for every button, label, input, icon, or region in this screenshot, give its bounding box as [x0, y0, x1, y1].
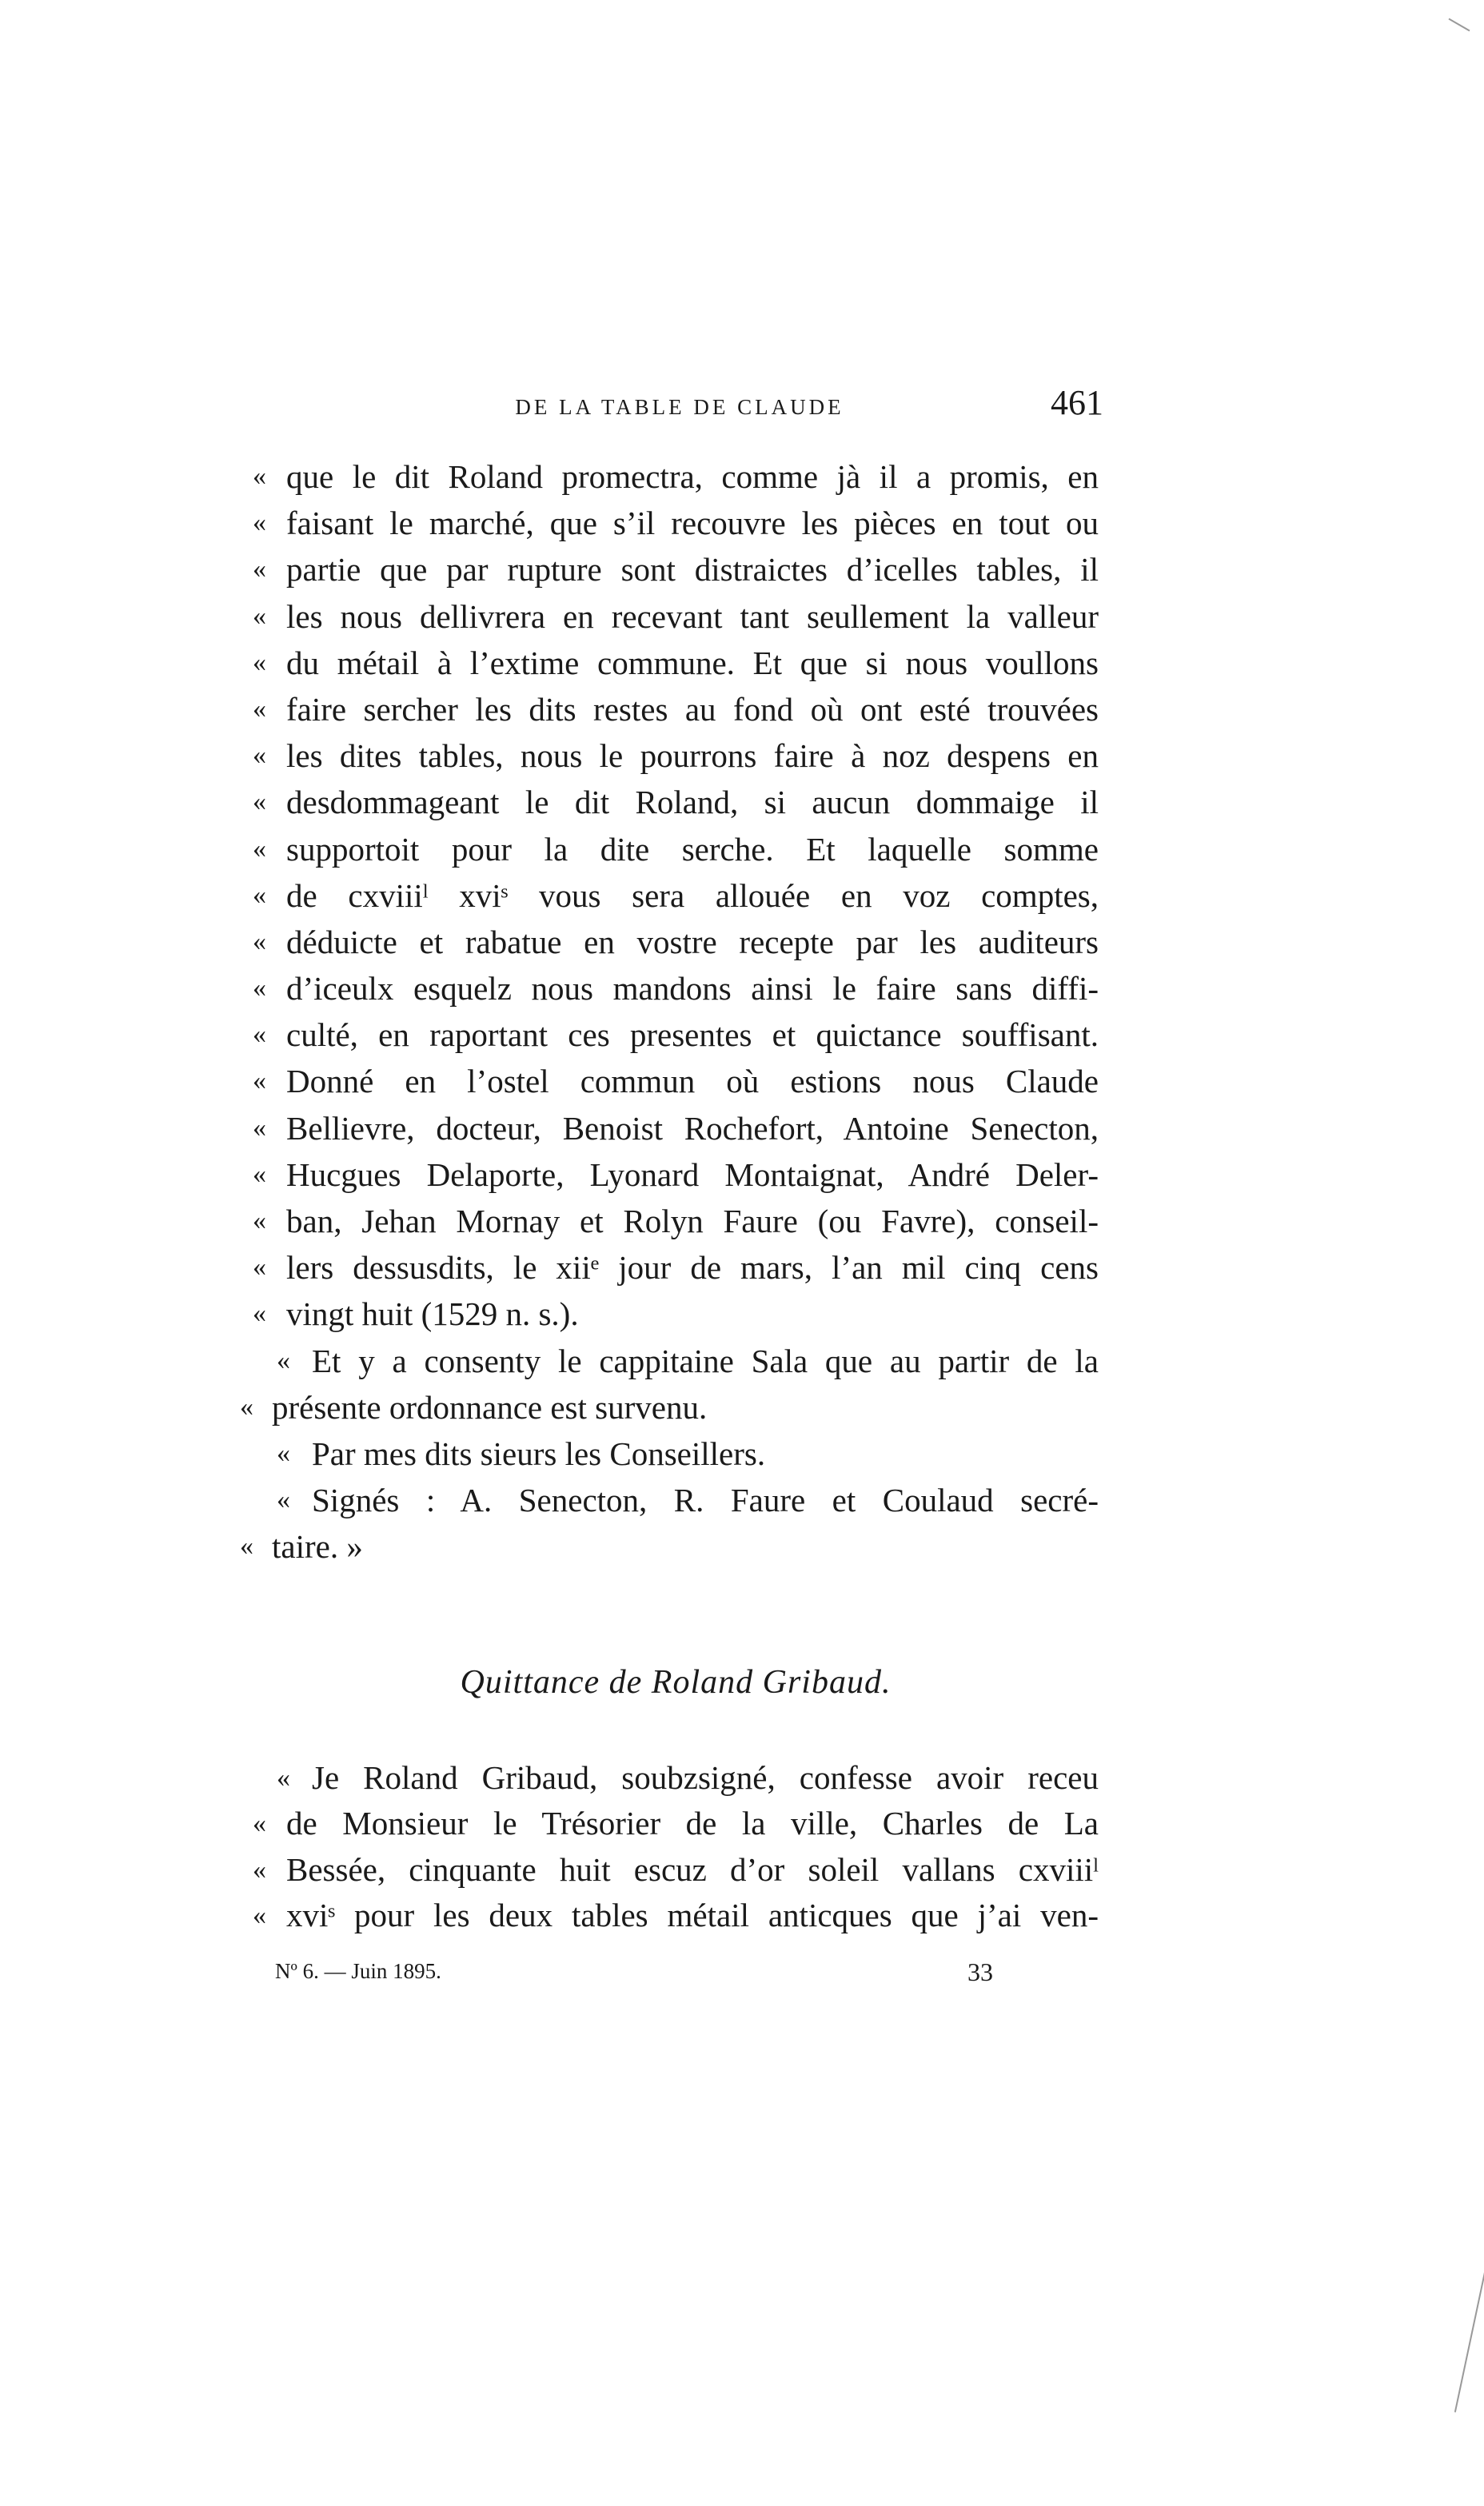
text-line	[232, 1431, 1103, 1477]
text-line	[232, 919, 1103, 965]
guillemet-mark: «	[253, 1066, 266, 1096]
text-line	[232, 546, 1103, 593]
guillemet-mark: «	[253, 693, 266, 724]
line-text: lers dessusdits, le xiiᵉ jour de mars, l’an mil cinq cens	[286, 1249, 1099, 1287]
page-number: 461	[1051, 383, 1103, 422]
text-line	[232, 1291, 1103, 1337]
scan-artifact	[1449, 18, 1470, 32]
scan-artifact	[1454, 2177, 1484, 2412]
line-text: de Monsieur le Trésorier de la ville, Charles de La	[286, 1805, 1099, 1842]
guillemet-mark: «	[253, 1854, 266, 1885]
text-line	[232, 1847, 1103, 1893]
line-text: partie que par rupture sont distraictes d’icelles tables, il	[286, 551, 1099, 589]
text-line	[232, 640, 1103, 686]
line-text: faire sercher les dits restes au fond où ont esté trouvées	[286, 690, 1099, 728]
guillemet-mark: «	[253, 787, 266, 817]
guillemet-mark: «	[277, 1485, 290, 1515]
line-text: xviˢ pour les deux tables métail anticques que j’ai ven-	[286, 1896, 1099, 1933]
line-text: taire. »	[272, 1528, 363, 1566]
guillemet-mark: «	[253, 1299, 266, 1329]
text-line	[232, 593, 1103, 640]
text-line	[232, 1012, 1103, 1058]
guillemet-mark: «	[277, 1345, 290, 1375]
text-line	[232, 1384, 1103, 1431]
quittance-text-block	[232, 1755, 1103, 1938]
text-line	[232, 1338, 1103, 1384]
line-text: Bessée, cinquante huit escuz d’or soleil vallans cxviiiˡ	[286, 1850, 1099, 1888]
text-line	[232, 965, 1103, 1012]
line-text: Hucgues Delaporte, Lyonard Montaignat, André Deler-	[286, 1155, 1099, 1193]
line-text: Je Roland Gribaud, soubzsigné, confesse avoir receu	[312, 1759, 1099, 1796]
line-text: Signés : A. Senecton, R. Faure et Coulaud secré-	[312, 1482, 1099, 1519]
guillemet-mark: «	[253, 1252, 266, 1283]
text-line	[232, 826, 1103, 872]
guillemet-mark: «	[253, 508, 266, 538]
text-line	[232, 732, 1103, 779]
line-text: les dites tables, nous le pourrons faire à noz despens en	[286, 737, 1099, 775]
line-text: déduicte et rabatue en vostre recepte par les auditeurs	[286, 923, 1099, 960]
text-line	[232, 453, 1103, 500]
guillemet-mark: «	[253, 601, 266, 631]
guillemet-mark: «	[253, 833, 266, 864]
text-line	[232, 500, 1103, 546]
line-text: culté, en raportant ces presentes et quictance souffisant.	[286, 1016, 1099, 1054]
section-title: Quittance de Roland Gribaud.	[460, 1664, 892, 1701]
guillemet-mark: «	[253, 880, 266, 910]
running-header: DE LA TABLE DE CLAUDE	[515, 395, 844, 419]
line-text: Bellievre, docteur, Benoist Rochefort, Antoine Senecton,	[286, 1109, 1099, 1147]
guillemet-mark: «	[240, 1531, 253, 1562]
guillemet-mark: «	[277, 1763, 290, 1793]
line-text: desdommageant le dit Roland, si aucun dommaige il	[286, 784, 1099, 821]
footer-issue: Nº 6. — Juin 1895.	[275, 1959, 441, 1983]
guillemet-mark: «	[253, 554, 266, 585]
text-line	[232, 1893, 1103, 1938]
line-text: Et y a consenty le cappitaine Sala que au partir de la	[312, 1342, 1099, 1379]
line-text: du métail à l’extime commune. Et que si nous voullons	[286, 644, 1099, 681]
line-text: les nous dellivrera en recevant tant seullement la valleur	[286, 597, 1099, 635]
guillemet-mark: «	[240, 1391, 253, 1422]
guillemet-mark: «	[253, 1900, 266, 1930]
text-line	[232, 1755, 1103, 1801]
guillemet-mark: «	[253, 1112, 266, 1143]
line-text: Par mes dits sieurs les Conseillers.	[312, 1435, 766, 1472]
text-line	[232, 872, 1103, 919]
text-line	[232, 686, 1103, 732]
line-text: d’iceulx esquelz nous mandons ainsi le faire sans diffi-	[286, 970, 1099, 1008]
guillemet-mark: «	[253, 1809, 266, 1839]
signature-mark: 33	[967, 1957, 993, 1986]
line-text: supportoit pour la dite serche. Et laquelle somme	[286, 830, 1099, 868]
text-line	[232, 1801, 1103, 1846]
guillemet-mark: «	[253, 973, 266, 1004]
guillemet-mark: «	[253, 740, 266, 771]
guillemet-mark: «	[253, 1020, 266, 1050]
guillemet-mark: «	[253, 1159, 266, 1189]
line-text: Donné en l’ostel commun où estions nous Claude	[286, 1063, 1099, 1100]
line-text: de cxviiiˡ xviˢ vous sera allouée en voz comptes,	[286, 876, 1099, 914]
line-text: présente ordonnance est survenu.	[272, 1388, 708, 1426]
text-line	[232, 1058, 1103, 1104]
text-line	[232, 779, 1103, 825]
text-line	[232, 1523, 1103, 1570]
guillemet-mark: «	[253, 926, 266, 956]
guillemet-mark: «	[253, 461, 266, 491]
line-text: vingt huit (1529 n. s.).	[286, 1295, 579, 1333]
guillemet-mark: «	[277, 1438, 290, 1468]
guillemet-mark: «	[253, 1206, 266, 1235]
text-line	[232, 1244, 1103, 1291]
quoted-text-block	[232, 453, 1103, 1570]
line-text: ban, Jehan Mornay et Rolyn Faure (ou Favre), conseil-	[286, 1203, 1099, 1239]
guillemet-mark: «	[253, 647, 266, 677]
line-text: que le dit Roland promectra, comme jà il a promis, en	[286, 458, 1099, 495]
text-line	[232, 1151, 1103, 1198]
text-line	[232, 1105, 1103, 1151]
text-line	[232, 1477, 1103, 1523]
line-text: faisant le marché, que s’il recouvre les pièces en tout ou	[286, 505, 1099, 542]
text-line	[232, 1198, 1103, 1244]
